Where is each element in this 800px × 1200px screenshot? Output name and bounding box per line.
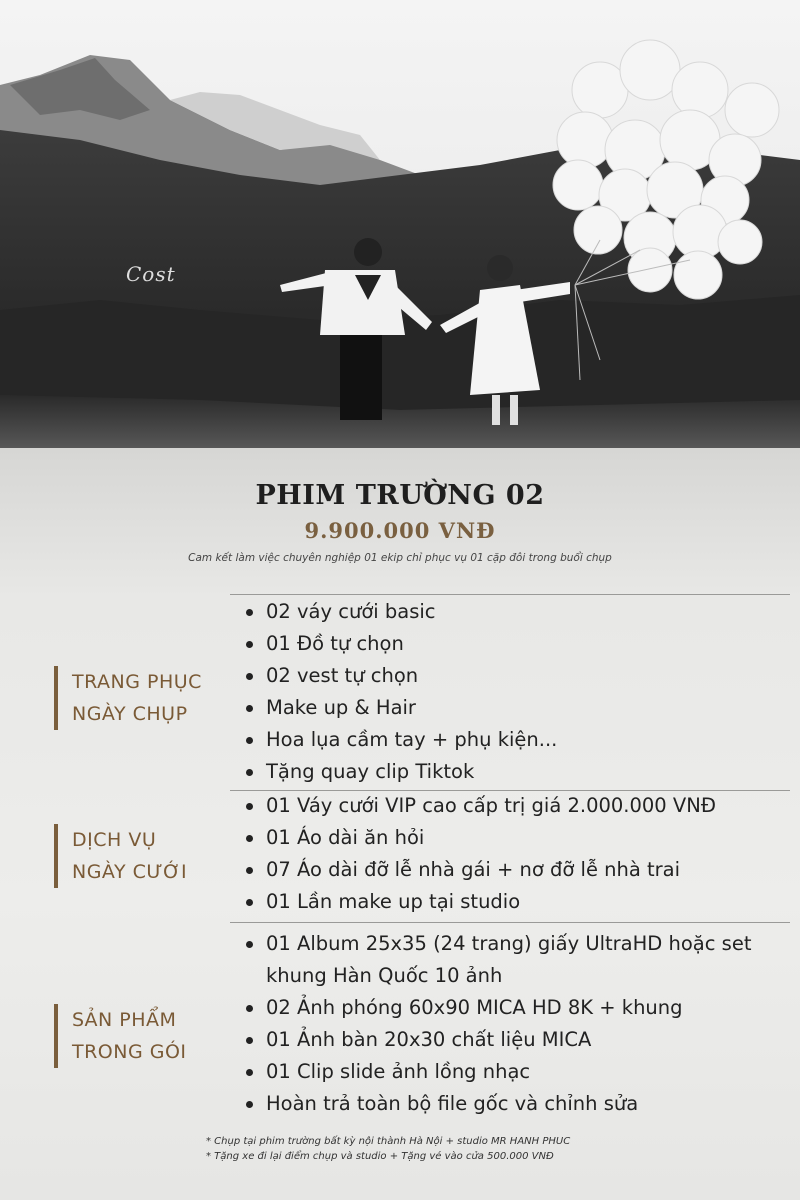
list-item: 07 Áo dài đỡ lễ nhà gái + nơ đỡ lễ nhà trai <box>266 854 791 886</box>
divider-2 <box>230 922 790 923</box>
hero-photo <box>0 0 800 448</box>
section-label-line: NGÀY CƯỚI <box>72 861 188 883</box>
section-label-costume <box>54 666 202 730</box>
list-item: 01 Lần make up tại studio <box>266 886 791 918</box>
section-list-wedding-service <box>266 790 791 918</box>
section-label-line: NGÀY CHỤP <box>72 703 188 725</box>
list-item: 01 Váy cưới VIP cao cấp trị giá 2.000.000 VNĐ <box>266 790 791 822</box>
list-item: Tặng quay clip Tiktok <box>266 756 791 788</box>
list-item: 01 Ảnh bàn 20x30 chất liệu MICA <box>266 1024 791 1056</box>
footnote: * Chụp tại phim trường bất kỳ nội thành Hà Nội + studio MR HANH PHUC <box>206 1136 571 1147</box>
divider-top <box>230 594 790 595</box>
section-label-products <box>54 1004 187 1068</box>
hero-illustration <box>0 0 800 448</box>
list-item: 02 vest tự chọn <box>266 660 791 692</box>
signature-text: Cost <box>126 262 176 286</box>
footnote: * Tặng xe đi lại điểm chụp và studio + Tặng vé vào cửa 500.000 VNĐ <box>206 1151 554 1162</box>
section-label-line: SẢN PHẨM <box>72 1009 177 1031</box>
list-item: Make up & Hair <box>266 692 791 724</box>
list-item: 02 váy cưới basic <box>266 596 791 628</box>
package-price: 9.900.000 VNĐ <box>304 518 496 543</box>
package-tagline: Cam kết làm việc chuyên nghiệp 01 ekip chỉ phục vụ 01 cặp đôi trong buổi chụp <box>188 552 612 564</box>
section-label-wedding-service <box>54 824 187 888</box>
section-label-line: TRONG GÓI <box>72 1041 187 1063</box>
package-title: PHIM TRƯỜNG 02 <box>255 480 545 511</box>
section-label-line: TRANG PHỤC <box>72 671 202 693</box>
list-item: 01 Clip slide ảnh lồng nhạc <box>266 1056 791 1088</box>
footnotes <box>206 1134 570 1164</box>
list-item: Hoa lụa cầm tay + phụ kiện... <box>266 724 791 756</box>
section-list-products <box>266 928 791 1120</box>
list-item: 01 Đồ tự chọn <box>266 628 791 660</box>
list-item: Hoàn trả toàn bộ file gốc và chỉnh sửa <box>266 1088 791 1120</box>
section-label-line: DỊCH VỤ <box>72 829 157 851</box>
list-item: 01 Áo dài ăn hỏi <box>266 822 791 854</box>
list-item: 02 Ảnh phóng 60x90 MICA HD 8K + khung <box>266 992 791 1024</box>
section-list-costume <box>266 596 791 788</box>
list-item: 01 Album 25x35 (24 trang) giấy UltraHD hoặc set khung Hàn Quốc 10 ảnh <box>266 928 791 992</box>
